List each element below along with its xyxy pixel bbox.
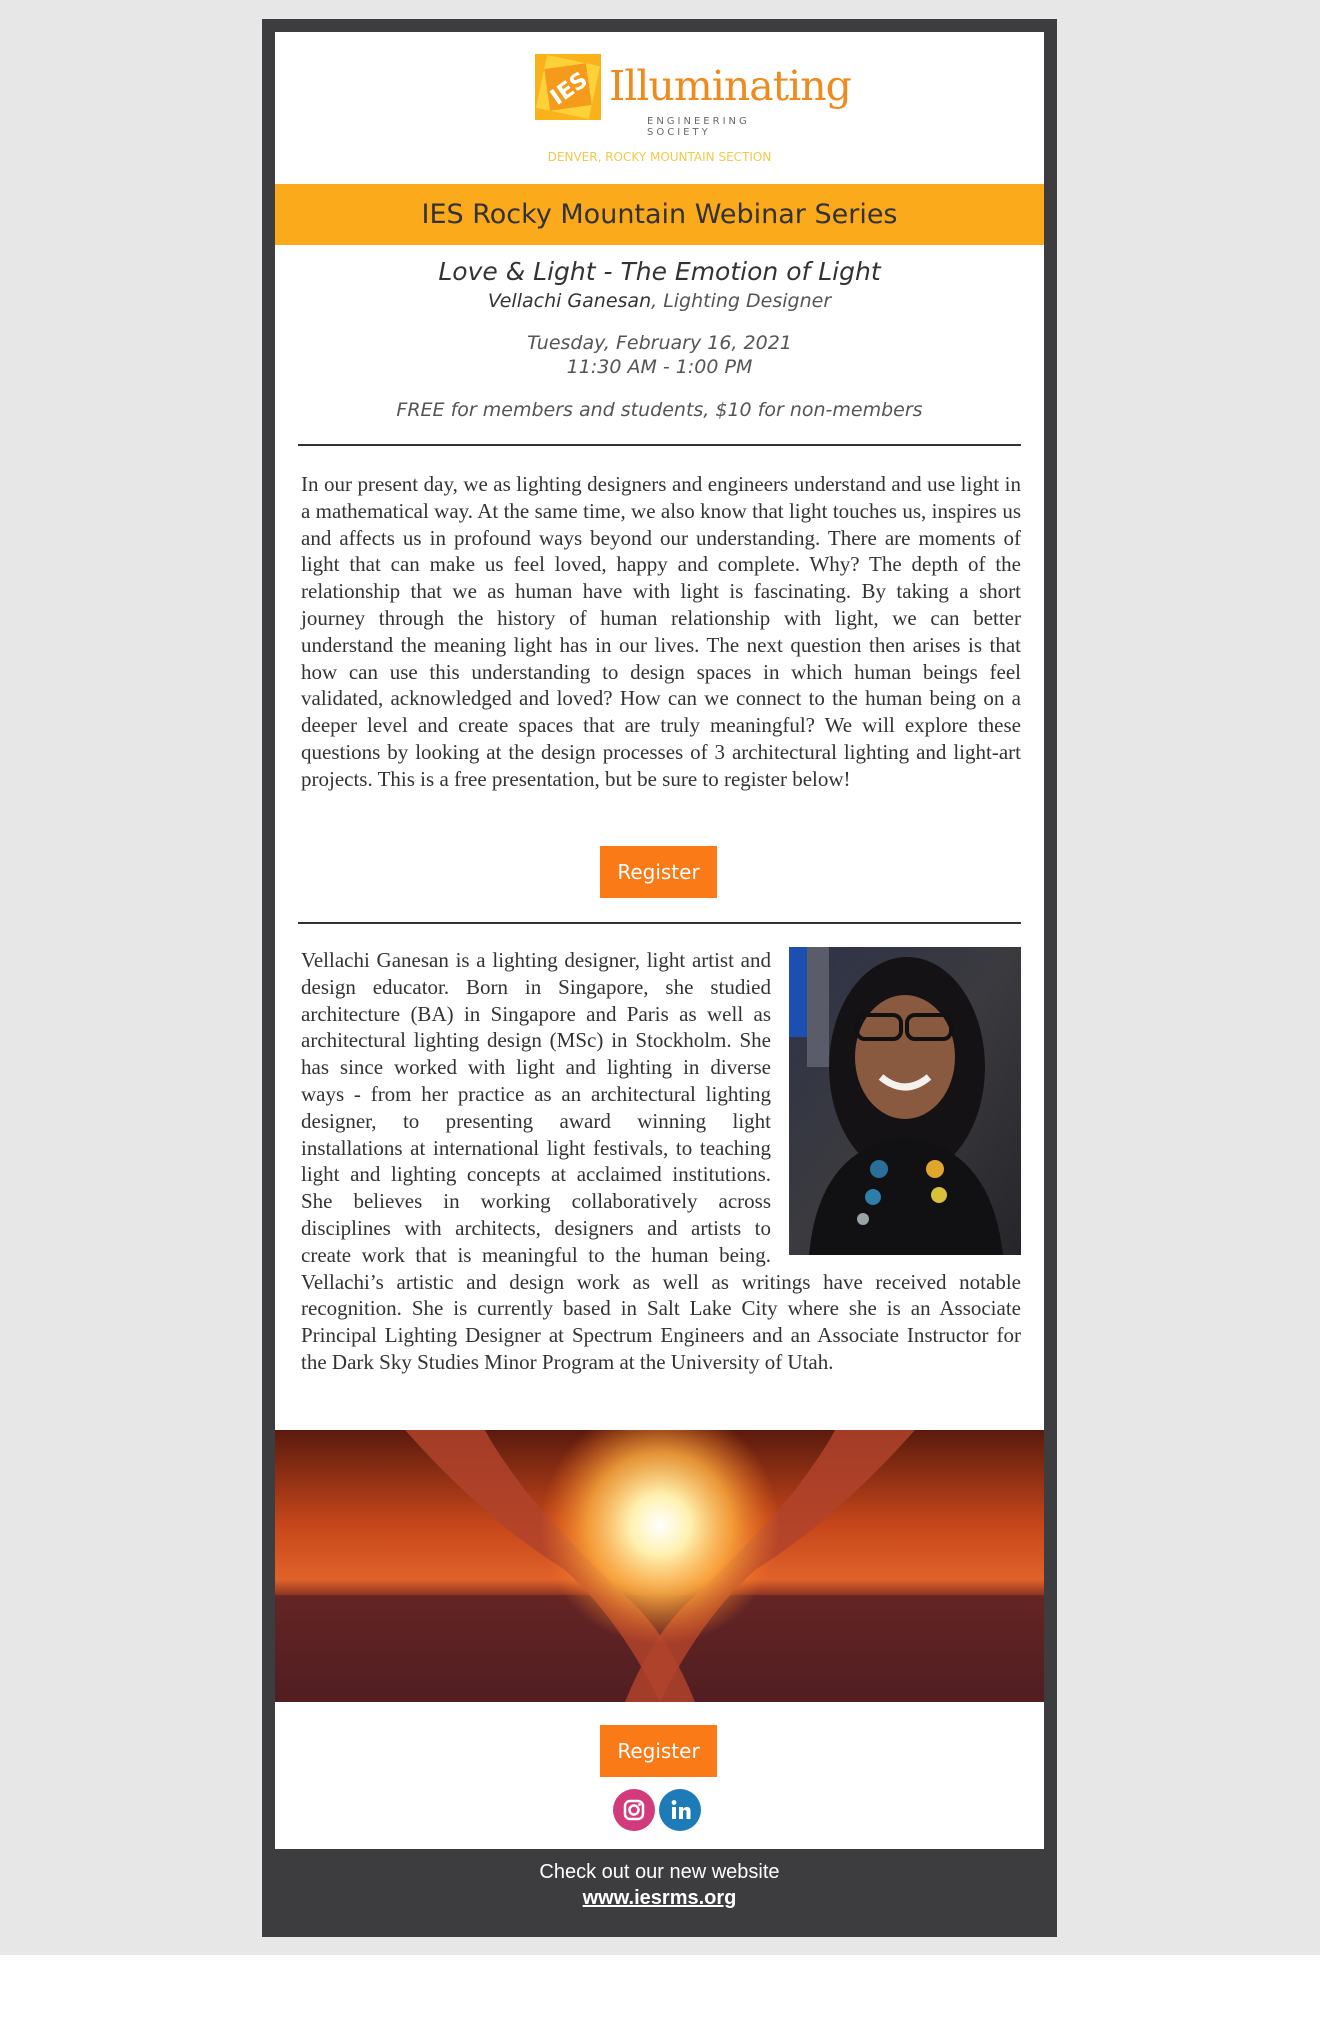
instagram-icon[interactable] xyxy=(613,1789,655,1831)
speaker-bio-text: Vellachi Ganesan is a lighting designer, light artist and design educator. Born in Singapore, she studied architecture (BA) in Singapore and Paris as well as architectural lighting design (MSc) in Stockholm. She has since worked with light and lighting in diverse ways - from her practice as an architectural lighting designer, to presenting award winning light installations at international light festivals, to teaching light and lighting concepts at acclaimed institutions. She believes in working collaboratively across disciplines with architects, designers and artists to create work that is meaningful to the human being. Vellachi’s artistic and design work as well as writings have received notable recognition. She is currently based in Salt Lake City where she is an Associate Principal Lighting Designer at Spectrum Engineers and an Associate Instructor for the Dark Sky Studies Minor Program at the University of Utah. xyxy=(301,948,1021,1374)
footer-text: Check out our new website xyxy=(539,1861,780,1883)
speaker-role: , Lighting Designer xyxy=(651,290,832,312)
ies-logo-mark xyxy=(535,54,601,120)
email-card xyxy=(275,32,1044,1849)
register-button[interactable]: Register xyxy=(600,846,717,898)
speaker-name: Vellachi Ganesan xyxy=(487,290,652,312)
website-link[interactable]: www.iesrms.org xyxy=(582,1887,737,1909)
event-description: In our present day, we as lighting designers and engineers understand and use light in a mathematical way. At the same time, we also know that light touches us, inspires us and affects us in profound ways beyond our understanding. There are moments of light that can make us feel loved, happy and complete. Why? The depth of the relationship that we as human have with light is fascinating. By taking a short journey through the history of human relationship with light, we can better understand the meaning light has in our lives. The next question then arises is that how can use this understanding to design spaces in which human beings feel validated, acknowledged and loved? How can we connect to the human being on a deeper level and create spaces that are truly meaningful? We will explore these questions by looking at the design processes of 3 architectural lighting and light-art projects. This is a free presentation, but be sure to register below! xyxy=(301,472,1021,791)
register-button[interactable]: Register xyxy=(600,1725,717,1777)
logo-subtitle: ENGINEERING SOCIETY xyxy=(647,116,750,138)
speaker-photo xyxy=(789,947,1021,1255)
linkedin-icon[interactable] xyxy=(659,1789,701,1831)
divider xyxy=(298,444,1021,446)
divider xyxy=(298,922,1021,924)
logo-wordmark: Illuminating xyxy=(609,62,851,110)
event-date: Tuesday, February 16, 2021 xyxy=(527,332,792,354)
speaker-bio xyxy=(301,947,1021,1376)
svg-text:IES: IES xyxy=(546,67,593,111)
email-frame xyxy=(262,19,1057,1937)
event-price: FREE for members and students, $10 for non-members xyxy=(396,399,923,421)
hero-image-heart-hands xyxy=(275,1430,1044,1702)
event-speaker xyxy=(275,290,1044,312)
event-title: Love & Light - The Emotion of Light xyxy=(438,257,881,286)
series-banner: IES Rocky Mountain Webinar Series xyxy=(275,184,1044,245)
event-time: 11:30 AM - 1:00 PM xyxy=(566,356,753,378)
ies-logo xyxy=(535,54,851,154)
section-name: DENVER, ROCKY MOUNTAIN SECTION xyxy=(547,150,772,164)
